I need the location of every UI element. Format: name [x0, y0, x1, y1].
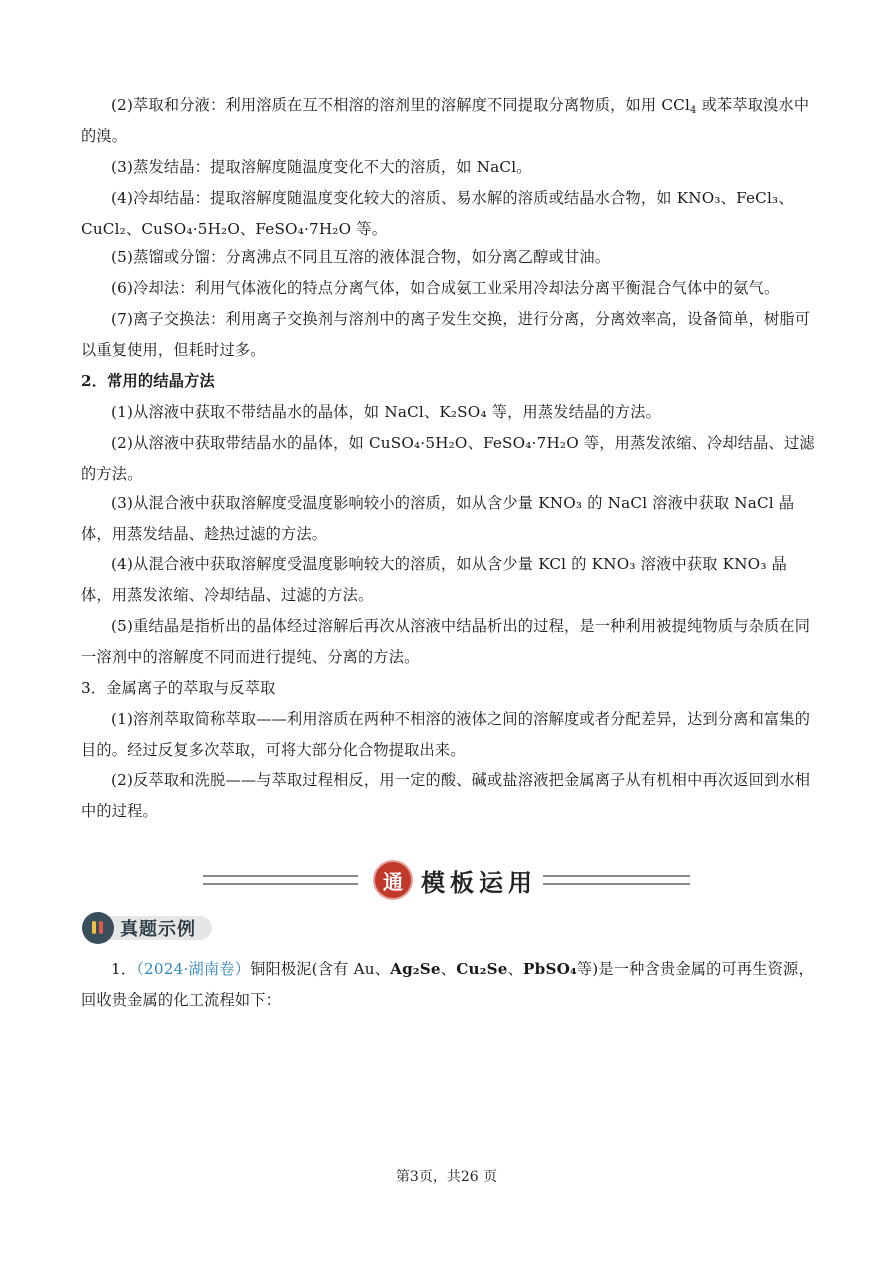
- paragraph-cooling-crystallization: (4)冷却结晶：提取溶解度随温度变化较大的溶质、易水解的溶质或结晶水合物，如 KNO₃、FeCl₃、CuCl₂、CuSO₄·5H₂O、FeSO₄·7H₂O 等。: [81, 189, 794, 238]
- paragraph-crystal-3: (3)从混合液中获取溶解度受温度影响较小的溶质，如从含少量 KNO₃ 的 NaCl 溶液中获取 NaCl 晶体，用蒸发结晶、趁热过滤的方法。: [81, 494, 795, 543]
- paragraph-crystal-1: (1)从溶液中获取不带结晶水的晶体，如 NaCl、K₂SO₄ 等，用蒸发结晶的方法。: [111, 403, 662, 421]
- question-source: （2024·湖南卷）: [136, 960, 251, 978]
- section-heading-crystallization: 2．常用的结晶方法: [81, 372, 215, 390]
- banner-line-left-top: [203, 875, 358, 877]
- banner-line-left-bottom: [203, 883, 358, 885]
- banner-line-right-bottom: [543, 883, 690, 885]
- paragraph-crystal-5: (5)重结晶是指析出的晶体经过溶解后再次从溶液中结晶析出的过程，是一种利用被提纯物质与杂质在同一溶剂中的溶解度不同而进行提纯、分离的方法。: [81, 617, 811, 666]
- paragraph-evaporation: (3)蒸发结晶：提取溶解度随温度变化不大的溶质，如 NaCl。: [111, 158, 532, 176]
- paragraph-solvent-extraction: (1)溶剂萃取简称萃取——利用溶质在两种不相溶的液体之间的溶解度或者分配差异，达到分离和富集的目的。经过反复多次萃取，可将大部分化合物提取出来。: [81, 710, 811, 759]
- paragraph-crystal-4: (4)从混合液中获取溶解度受温度影响较大的溶质，如从含少量 KCl 的 KNO₃ 溶液中获取 KNO₃ 晶体，用蒸发浓缩、冷却结晶、过滤的方法。: [81, 555, 788, 604]
- banner-title: 模板运用: [421, 869, 537, 897]
- template-banner: [203, 855, 690, 907]
- banner-badge-icon: 通: [373, 860, 413, 900]
- paragraph-crystal-2: (2)从溶液中获取带结晶水的晶体，如 CuSO₄·5H₂O、FeSO₄·7H₂O 等，用蒸发浓缩、冷却结晶、过滤的方法。: [81, 434, 815, 483]
- paragraph-distillation: (5)蒸馏或分馏：分离沸点不同且互溶的液体混合物，如分离乙醇或甘油。: [111, 248, 611, 266]
- paragraph-ion-exchange: (7)离子交换法：利用离子交换剂与溶剂中的离子发生交换，进行分离，分离效率高，设备简单，树脂可以重复使用，但耗时过多。: [81, 310, 811, 359]
- section-heading-extraction: 3．金属离子的萃取与反萃取: [81, 679, 276, 697]
- banner-line-right-top: [543, 875, 690, 877]
- page-footer: 第3页，共26 页: [395, 1169, 498, 1185]
- paragraph-extraction: (2)萃取和分液：利用溶质在互不相溶的溶剂里的溶解度不同提取分离物质，如用 CCl$_4$ 或苯萃取溴水中的溴。: [81, 96, 810, 145]
- section-label-real-questions: [82, 912, 214, 944]
- paragraph-back-extraction: (2)反萃取和洗脱——与萃取过程相反，用一定的酸、碱或盐溶液把金属离子从有机相中再次返回到水相中的过程。: [81, 771, 811, 820]
- flask-icon-glyph: [88, 918, 108, 938]
- question-1: 1．（2024·湖南卷）铜阳极泥(含有 Au、Ag₂Se、Cu₂Se、PbSO₄等)是一种含贵金属的可再生资源，回收贵金属的化工流程如下：: [81, 960, 814, 1009]
- section-label-text: 真题示例: [120, 919, 196, 940]
- paragraph-cooling-method: (6)冷却法：利用气体液化的特点分离气体，如合成氨工业采用冷却法分离平衡混合气体中的氨气。: [111, 279, 780, 297]
